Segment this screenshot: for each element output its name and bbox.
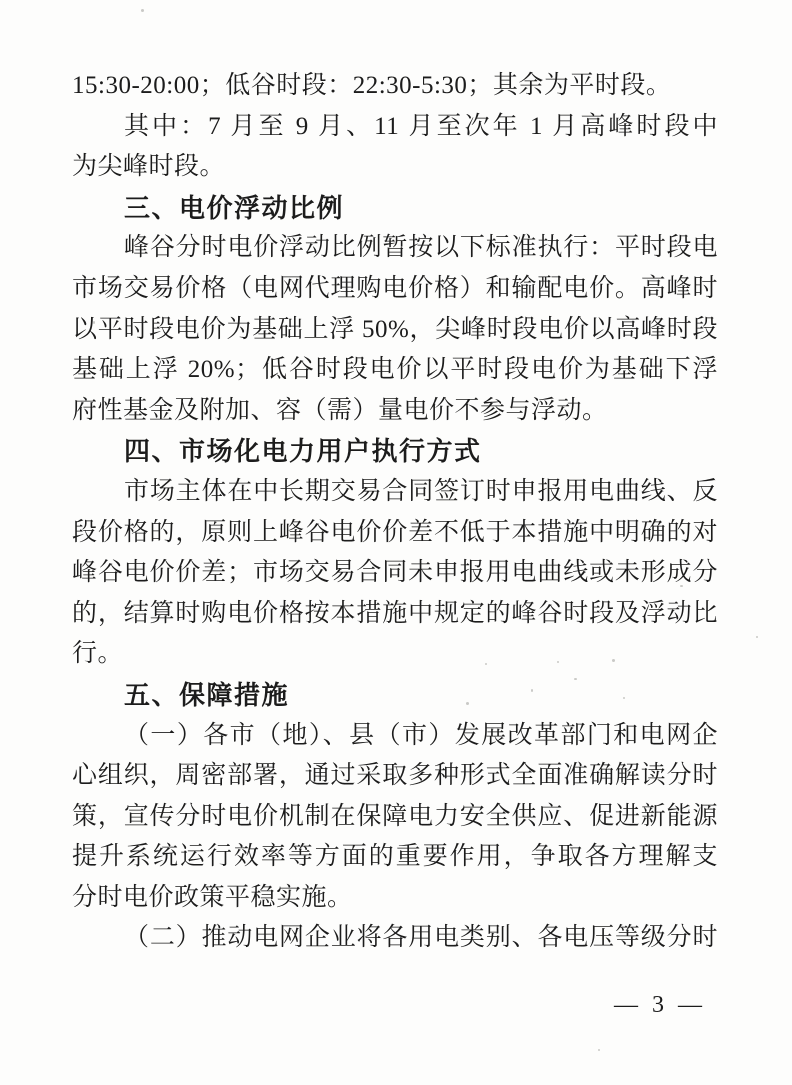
text-line: （一）各市（地）、县（市）发展改革部门和电网企	[124, 721, 718, 749]
scan-noise-speck	[598, 1049, 600, 1051]
text-line: 府性基金及附加、容（需）量电价不参与浮动。	[72, 396, 608, 424]
page-number: — 3 —	[614, 992, 706, 1018]
text-line: 峰谷分时电价浮动比例暂按以下标准执行：平时段电	[124, 234, 718, 262]
text-line: 以平时段电价为基础上浮 50%，尖峰时段电价以高峰时段	[72, 315, 718, 343]
scan-noise-speck	[623, 697, 625, 699]
scan-noise-speck	[141, 9, 144, 12]
heading-section-4: 四、市场化电力用户执行方式	[124, 436, 482, 467]
scan-noise-speck	[485, 663, 487, 665]
text-line: 市场交易价格（电网代理购电价格）和输配电价。高峰时	[72, 274, 718, 302]
text-line: 其中：7 月至 9 月、11 月至次年 1 月高峰时段中	[124, 112, 718, 140]
heading-section-5: 五、保障措施	[124, 679, 290, 710]
heading-section-3: 三、电价浮动比例	[124, 192, 345, 223]
text-line: 峰谷电价价差；市场交易合同未申报用电曲线或未形成分	[72, 559, 718, 587]
scan-noise-speck	[531, 689, 533, 692]
text-line: 市场主体在中长期交易合同签订时申报用电曲线、反	[124, 477, 718, 505]
text-line: 分时电价政策平稳实施。	[72, 883, 353, 911]
text-line: 策，宣传分时电价机制在保障电力安全供应、促进新能源	[72, 802, 718, 830]
text-line: 行。	[72, 640, 124, 668]
scan-noise-speck	[574, 678, 577, 680]
scan-noise-speck	[557, 661, 559, 663]
text-line: 为尖峰时段。	[72, 153, 226, 181]
scan-noise-speck	[612, 659, 615, 662]
scan-noise-speck	[93, 321, 95, 324]
document-body	[72, 66, 718, 959]
text-line: （二）推动电网企业将各用电类别、各电压等级分时	[124, 924, 718, 952]
text-line: 15:30-20:00；低谷时段：22:30-5:30；其余为平时段。	[72, 72, 672, 99]
scan-noise-speck	[756, 636, 758, 638]
scan-noise-speck	[466, 702, 469, 705]
scan-noise-speck	[680, 585, 683, 587]
text-line: 段价格的，原则上峰谷电价价差不低于本措施中明确的对	[72, 518, 718, 546]
text-line: 基础上浮 20%；低谷时段电价以平时段电价为基础下浮	[72, 356, 718, 384]
text-line: 的，结算时购电价格按本措施中规定的峰谷时段及浮动比	[72, 599, 718, 627]
text-line: 心组织，周密部署，通过采取多种形式全面准确解读分时	[72, 762, 718, 790]
text-line: 提升系统运行效率等方面的重要作用，争取各方理解支	[72, 843, 718, 871]
